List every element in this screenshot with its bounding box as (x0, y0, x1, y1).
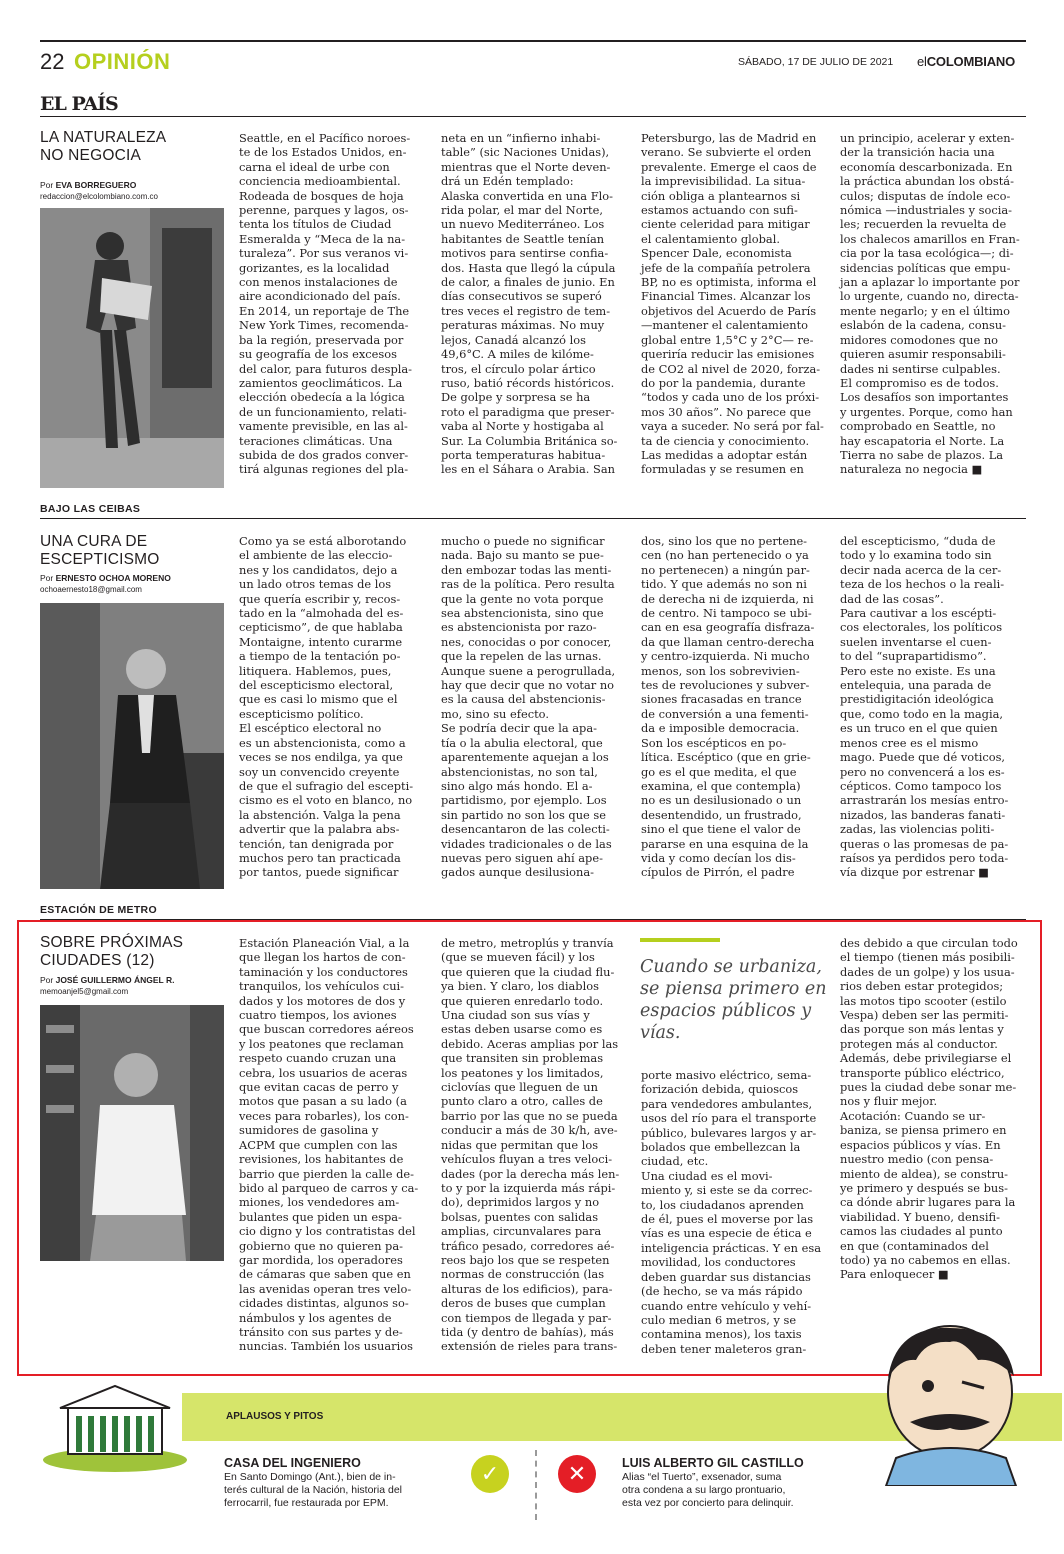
article2-title-line1: UNA CURA DE (40, 533, 148, 550)
statue-illustration (40, 208, 224, 488)
article3-email: memoanjel5@gmail.com (40, 987, 129, 996)
section-rule (40, 116, 1026, 117)
article3-column-4: des debido a que circulan todo el tiempo (tienen más posibili- dades de un golpe) y los usua- rios deben estar protegidos; las motos tipo scooter (estilo Vespa) deben ser las permiti- das porque son más lentas y protegen más al conductor. Además, debe privilegiarse el transporte público eléctrico, pues la ciudad debe sonar me- nos y fluir mejor. Acotación: Cuando se ur- baniza, se piensa primero en espacios públicos y vías. En nuestro medio (con pensa- miento de aldea), se constru- ye primero y después se bus- ca dónde abrir lugares para la viabilidad. Y bueno, densifi- camos las ciudades al punto en que (contaminados del todo) ya no cabemos en ellas. Para enloquecer ■ (840, 936, 1018, 1282)
pull-quote-accent-bar (640, 938, 720, 942)
article2-column-2: mucho o puede no significar nada. Bajo su manto se pue- den embozar todas las menti- ras de la política. Pero resulta que la gente no vota porque sea abstencionista, sino que es abstencionista por razo- nes, conocidas o por conocer, que la repelen de las urnas. Aunque suene a perogrullada, hay que decir que no votar no es la causa del abstencionis- mo, sino su efecto. Se podría decir que la apa- tía o la abulia electoral, que aparentemente aquejan a los abstencionistas, no son tal, sino algo más hondo. El a- partidismo, por ejemplo. Los sin partido no son los que se desencantaron de las colecti- vidades tradicionales o de las nuevas pero siguen ahí ape- gados aunque desilusiona- (441, 534, 616, 880)
article3-section-tag: ESTACIÓN DE METRO (40, 904, 157, 916)
by-prefix: Por (40, 180, 56, 190)
article2-author: ERNESTO OCHOA MORENO (55, 573, 171, 583)
issue-date: SÁBADO, 17 DE JULIO DE 2021 (738, 56, 894, 68)
page-number: 22 (40, 49, 65, 74)
article3-byline (40, 975, 174, 985)
by-prefix: Por (40, 975, 56, 985)
article2-email: ochoaernesto18@gmail.com (40, 585, 142, 594)
article3-author: JOSÉ GUILLERMO ÁNGEL R. (55, 975, 175, 985)
article2-column-4: del escepticismo, “duda de todo y lo examina todo sin decir nada acerca de la cer- teza de los hechos o la reali- dad de las cosas”. Para cautivar a los escépti- cos electorales, los políticos suelen inventarse el cuen- to del “suprapartidismo”. Pero este no existe. Es una entelequia, una parada de prestidigitación ideológica que, como todo en la magia, es un truco en el que quien menos cree es el mismo mago. Puede que dé voticos, pero no convencerá a los es- cépticos. Como tampoco los arrastrarán los mesías entro- nizados, las banderas fanati- zadas, las violencias politi- queras o las promesas de pa- raísos ya perdidos pero toda- vía dizque por estrenar ■ (840, 534, 1009, 880)
article3-title-line2: CIUDADES (12) (40, 952, 155, 969)
el-pais-logo: EL PAÍS (40, 93, 118, 115)
author-photo (40, 1005, 224, 1261)
by-prefix: Por (40, 573, 56, 583)
article1-byline (40, 180, 136, 190)
article1-title-line1: LA NATURALEZA (40, 129, 167, 146)
applause-name: CASA DEL INGENIERO (224, 1456, 361, 1470)
article3-column-1: Estación Planeación Vial, a la que llegan los hartos de con- taminación y los conductores tranquilos, los vehículos cui- dados y los motores de dos y cuatro tiempos, los aviones que buscan corredores aéreos y los peatones que reclaman respeto cuando cruzan una cebra, los usuarios de aceras que evitan cacas de perro y motos que pasan a su lado (a veces para robarles), los con- sumidores de gasolina y ACPM que cumplen con las revisiones, los habitantes de barrio que pierden la calle de- bido al parqueo de carros y ca- miones, los vendedores am- bulantes que piden un espa- cio digno y los contratistas del gobierno que no quieren pa- gar mordida, los operadores de cámaras que saben que en las avenidas operan tres velo- cidades distintas, algunos so- námbulos y los agentes de tránsito con sus partes y de- nuncias. También los usuarios (239, 936, 419, 1354)
article1-author: EVA BORREGUERO (55, 180, 137, 190)
article3-column-3: porte masivo eléctrico, sema- forización debida, quioscos para vendedores ambulantes, usos del río para el transporte público, bulevares largos y ar- bolados que embellezcan la ciudad, etc. Una ciudad es el movi- miento y, si este se da correc- to, los ciudadanos aprenden de él, pues el moverse por las vías es una especie de ética e inteligencia prácticas. Y en esa movilidad, los conductores deben guardar sus distancias (de hecho, se va más rápido cuando entre vehículo y vehí- culo median 6 metros, y se contamina menos), los taxis deben tener maleteros gran- (641, 1068, 821, 1356)
article2-byline (40, 573, 171, 583)
check-icon: ✓ (471, 1455, 509, 1493)
pito-text: Alias “el Tuerto”, exsenador, suma otra condena a su largo prontuario, esta vez por concierto para delinquir. (622, 1471, 794, 1509)
section-rule (40, 518, 1026, 519)
article3-title (40, 934, 183, 970)
pito-name: LUIS ALBERTO GIL CASTILLO (622, 1456, 804, 1470)
aplausos-divider (535, 1450, 537, 1520)
article2-title-line2: ESCEPTICISMO (40, 551, 160, 568)
cross-icon: ✕ (558, 1455, 596, 1493)
caricature-illustration-icon (866, 1318, 1032, 1486)
article3-title-line1: SOBRE PRÓXIMAS (40, 934, 184, 951)
author-illustration (40, 603, 224, 889)
article1-title (40, 129, 166, 165)
article2-section-tag: BAJO LAS CEIBAS (40, 503, 141, 515)
article3-column-2: de metro, metroplús y tranvía (que se mueven fácil) y los que quieren que la ciudad flu- ya bien. Y claro, los diablos que quieren enredarlo todo. Una ciudad son sus vías y estas deben usarse como es debido. Aceras amplias por las que transiten sin problemas los peatones y los limitados, ciclovías que lleguen de un punto claro a otro, calles de barrio por las que no se pueda conducir a más de 30 k/h, ave- nidas que permitan que los vehículos fluyan a tres veloci- dades (por la derecha más len- to y por la izquierda más rápi- do), deprimidos largos y no bolsas, puentes con salidas amplias, circunvalares para tráfico pesado, corredores aé- reos bajo los que se respeten normas de construcción (las alturas de los edificios), para- deros de buses que cumplan con tiempos de llegada y par- tida (y dentro de bahías), más extensión de rieles para trans- (441, 936, 620, 1354)
statue-photo (40, 208, 224, 488)
article1-title-line2: NO NEGOCIA (40, 147, 142, 164)
article1-column-4: un principio, acelerar y exten- der la transición hacia una economía descarbonizada. En la práctica abundan los obstá- culos; disputas de índole eco- nómica —industriales y socia- les; recuerden la revuelta de los chalecos amarillos en Fran- cia por la tasa ecológica—; di- sidencias políticas que empu- jan a aplazar lo importante por lo urgente, cuando no, directa- mente negarlo; y en el último eslabón de la cadena, consu- midores comodones que no quieren asumir responsabili- dades ni sentirse culpables. El compromiso es de todos. Los desafíos son importantes y urgentes. Porque, como han comprobado en Seattle, no hay escapatoria el Norte. La Tierra no sabe de plazos. La naturaleza no negocia ■ (840, 131, 1020, 477)
article2-column-1: Como ya se está alborotando el ambiente de las eleccio- nes y los candidatos, dejo a un lado otros temas de los que quería escribir y, recos- tado en la “almohada del es- cepticismo”, de que hablaba Montaigne, intento curarme a tiempo de la tentación po- litiquera. Hablemos, pues, del escepticismo electoral, que es casi lo mismo que el escepticismo político. El escéptico electoral no es un abstencionista, como a veces se nos endilga, ya que soy un convencido creyente de que el sufragio del escepti- cismo es el voto en blanco, no la abstención. Valga la pena advertir que la palabra abs- tención, tan denigrada por muchos pero tan practicada por tantos, puede significar (239, 534, 414, 880)
aplausos-title: APLAUSOS Y PITOS (226, 1411, 324, 1422)
brand-prefix: el (917, 54, 927, 69)
author-photo (40, 603, 224, 889)
article2-column-3: dos, sino los que no pertene- cen (no han pertenecido o ya no pertenecen) a ningún par- tido. Y que además no son ni de derecha ni de izquierda, ni de centro. Ni tampoco se ubi- can en esa geografía disfraza- da que llaman centro-derecha y centro-izquierda. Ni mucho menos, son los sobrevivien- tes de revoluciones y subver- siones fracasadas en trance de conversión a una fementi- da e imposible democracia. Son los escépticos en po- lítica. Escéptico (que en grie- go es el que medita, el que examina, el que contempla) no es un desilusionado o un desentendido, un frustrado, sino el que tiene el valor de pararse en una esquina de la vida y como decían los dis- cípulos de Pirrón, el padre (641, 534, 815, 880)
pull-quote: Cuando se urbaniza, se piensa primero en espacios públicos y vías. (640, 957, 827, 1043)
author-illustration (40, 1005, 224, 1261)
section-title: OPINIÓN (74, 49, 171, 74)
newspaper-logo (917, 54, 1015, 69)
article2-title (40, 533, 160, 569)
article1-email: redaccion@elcolombiano.com.co (40, 192, 158, 201)
header-top-rule (40, 40, 1026, 42)
brand-main: COLOMBIANO (926, 54, 1015, 69)
article1-column-3: Petersburgo, las de Madrid en verano. Se subvierte el orden prevalente. Emerge el caos de la imprevisibilidad. La situa- ción obliga a plantearnos si estamos actuando con sufi- ciente celeridad para mitigar el calentamiento global. Spencer Dale, economista jefe de la compañía petrolera BP, no es optimista, informa el Financial Times. Alcanzar los objetivos del Acuerdo de París —mantener el calentamiento global entre 1,5°C y 2°C— re- queriría reducir las emisiones de CO2 al nivel de 2020, forza- do por la pandemia, durante “todos y cada uno de los próxi- mos 30 años”. No parece que vaya a suceder. No será por fal- ta de ciencia y conocimiento. Las medidas a adoptar están formuladas y se resumen en (641, 131, 824, 477)
applause-text: En Santo Domingo (Ant.), bien de in- terés cultural de la Nación, historia del ferrocarril, fue restaurada por EPM. (224, 1471, 403, 1509)
house-illustration-icon (40, 1380, 190, 1472)
article1-column-2: neta en un “infierno inhabi- table” (sic Naciones Unidas), mientras que el Norte deven- drá un Edén templado: Alaska convertida en una Flo- rida polar, el mar del Norte, un nuevo Mediterráneo. Los habitantes de Seattle tenían motivos para sentirse confia- dos. Hasta que llegó la cúpula de calor, a finales de junio. En días consecutivos se superó tres veces el registro de tem- peraturas máximas. No muy lejos, Canadá alcanzó los 49,6°C. A miles de kilóme- tros, el círculo polar ártico ruso, batió récords históricos. De golpe y sorpresa se ha roto el paradigma que preser- vaba al Norte y hostigaba al Sur. La Columbia Británica so- porta temperaturas habitua- les en el Sáhara o Arabia. San (441, 131, 618, 477)
article1-column-1: Seattle, en el Pacífico noroes- te de los Estados Unidos, en- carna el ideal de urbe con conciencia medioambiental. Rodeada de bosques de hoja perenne, parques y lagos, os- tenta los títulos de Ciudad Esmeralda y “Meca de la na- turaleza”. Por sus veranos vi- gorizantes, es la localidad con menos instalaciones de aire acondicionado del país. En 2014, un reportaje de The New York Times, recomenda- ba la región, preservada por su geografía de los excesos del calor, para futuros despla- zamientos geoclimáticos. La elección obedecía a la lógica de un funcionamiento, relati- vamente previsible, en las al- teraciones climáticas. Una subida de dos grados conver- tirá algunas regiones del pla- (239, 131, 413, 477)
